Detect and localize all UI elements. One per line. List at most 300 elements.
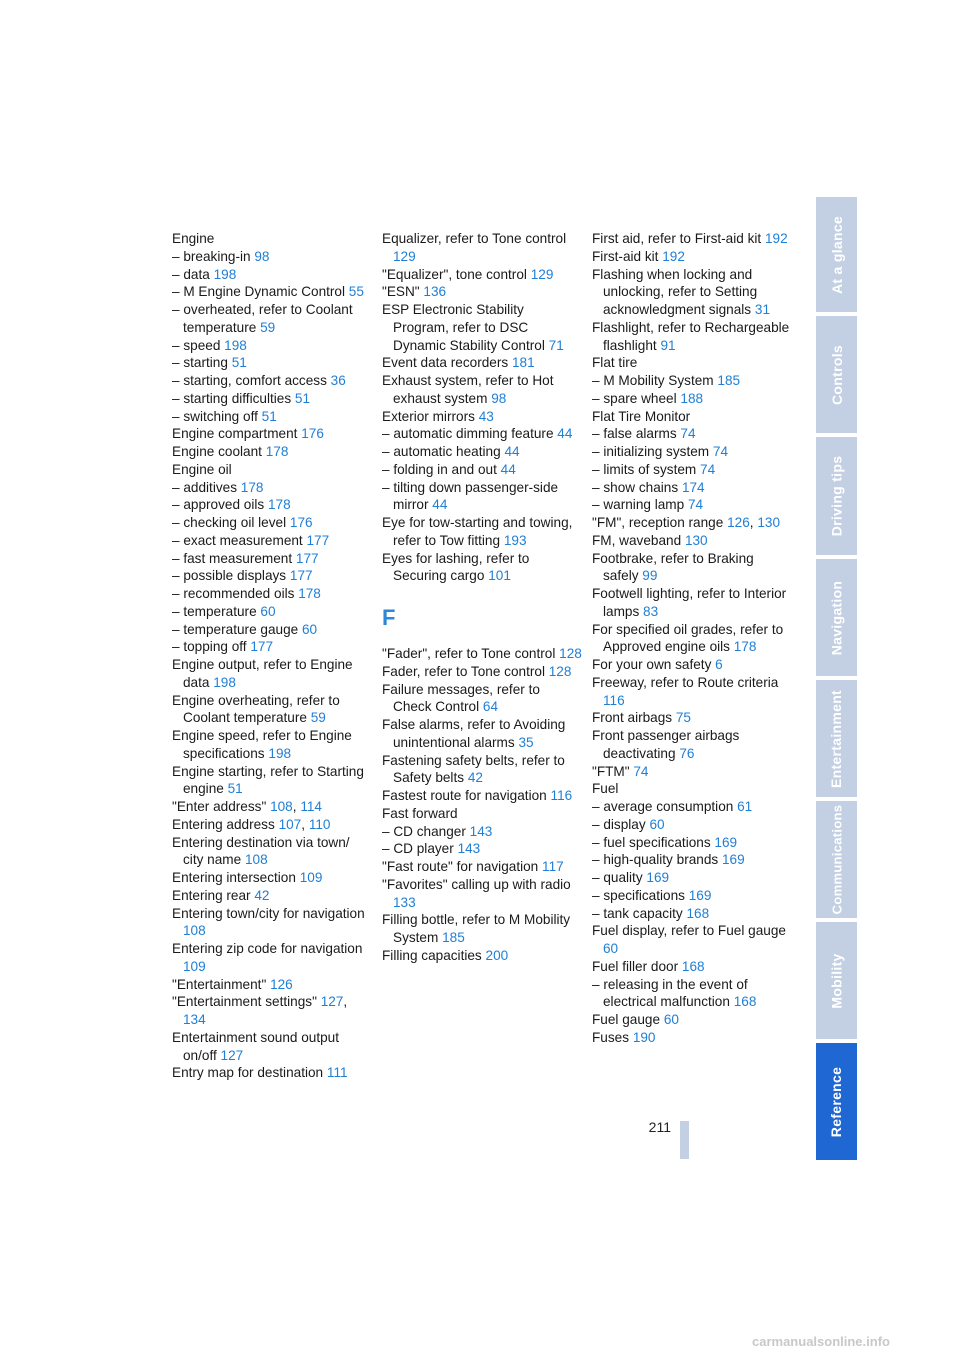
entry-text: – temperature gauge [172,621,299,637]
index-entry [382,514,582,550]
index-group-f [382,645,582,965]
page-ref-link[interactable]: 98 [254,248,270,264]
page-ref-link[interactable]: 181 [511,355,535,371]
index-entry [382,550,582,586]
page-ref-link[interactable]: 36 [330,373,346,388]
index-column-1 [172,230,372,1082]
page-ref-link[interactable]: 108 [244,852,268,868]
page-ref-link[interactable]: 192 [662,248,685,264]
page-ref-link[interactable]: 59 [260,319,276,335]
entry-text: For specified oil grades, refer to Approved engine oils [592,621,784,655]
index-entry [592,461,792,479]
entry-text: – recommended oils [172,586,295,601]
index-entry [382,840,582,858]
entry-text: – M Engine Dynamic Control [172,284,346,300]
index-entry [382,858,582,876]
index-entry [172,940,372,976]
entry-text: – checking oil level [172,515,287,530]
index-entry [592,408,792,426]
entry-text: "Favorites" calling up with radio [382,876,571,892]
index-entry [592,887,792,905]
page-ref-link[interactable]: 108 [183,923,206,939]
entry-text: – M Mobility System [592,373,714,388]
page-ref-link[interactable]: 42 [254,887,270,903]
tab-mobility[interactable]: Mobility [816,922,857,1039]
index-entry [172,603,372,621]
page-ref-link[interactable]: 101 [488,568,511,584]
page-ref-link[interactable]: 74 [633,763,649,779]
entry-text: Freeway, refer to Route criteria [592,674,779,690]
entry-text: First-aid kit [592,248,659,264]
entry-text: – exact measurement [172,532,303,548]
entry-text: – approved oils [172,497,265,513]
entry-text: – folding in and out [382,461,497,477]
index-entry [382,230,582,266]
watermark: carmanualsonline.info [752,1334,890,1349]
entry-text: Flat Tire Monitor [592,408,691,424]
page-ref-link[interactable]: 188 [680,390,704,406]
entry-text: – automatic dimming feature [382,426,554,442]
page-ref-link[interactable]: 60 [663,1012,679,1027]
index-entry [592,1011,792,1029]
page-ref-link[interactable]: 198 [213,674,236,690]
entry-text: Fuel [592,781,619,797]
entry-text: ESP Electronic Stability Program, refer to DSC Dynamic Stability Control [382,302,545,353]
entry-text: "FTM" [592,763,630,779]
entry-text: Engine starting, refer to Starting engine [172,763,364,797]
page-ref-link[interactable]: 198 [213,266,237,282]
index-entry [592,869,792,887]
entry-text: Entering rear [172,887,251,903]
page-ref-link[interactable]: 76 [679,745,695,761]
entry-text: – starting, comfort access [172,373,327,388]
entry-text: – show chains [592,479,679,495]
page-ref-link[interactable]: 6 [715,657,723,672]
page-ref-link[interactable]: 185 [442,930,465,945]
page-ref-link[interactable]: 116 [550,788,573,803]
entry-text: "ESN" [382,284,420,300]
index-entry [382,443,582,461]
page-ref-link[interactable]: 44 [557,426,573,442]
page-ref-link[interactable]: 185 [717,373,741,388]
index-entry [172,550,372,568]
index-entry [592,425,792,443]
page-ref-link[interactable]: 111 [326,1065,348,1081]
page-ref-link[interactable]: 168 [686,905,710,921]
index-entry [592,656,792,674]
page-ref-link[interactable]: 109 [299,870,323,885]
entry-text: For your own safety [592,657,712,672]
entry-text: Event data recorders [382,355,509,371]
index-entry [382,947,582,965]
page-ref-link[interactable]: 60 [603,941,619,956]
entry-text: Fuel gauge [592,1012,661,1027]
index-entry [592,443,792,461]
page-ref-link[interactable]: 42 [467,770,483,786]
index-entry [592,230,792,248]
page-ref-link[interactable]: 178 [240,479,264,495]
index-entry [382,372,582,408]
index-entry [592,372,792,390]
index-entry [172,621,372,639]
entry-text: – releasing in the event of electrical malfunction [592,976,748,1010]
entry-text: – fuel specifications [592,834,711,850]
entry-text: – switching off [172,408,258,424]
page-ref-link[interactable]: 109 [183,958,206,974]
index-entry [172,230,372,248]
entry-text: Entering address [172,816,275,832]
index-entry [592,354,792,372]
entry-text: – CD player [382,841,454,857]
entry-text: – average consumption [592,799,734,814]
index-entry [172,1029,372,1065]
entry-text: Filling bottle, refer to M Mobility System [382,912,571,945]
index-entry [382,408,582,426]
entry-text: Entering town/city for navigation [172,905,365,921]
page-ref-link[interactable]: 200 [485,947,509,963]
page-ref-link[interactable]: 178 [265,444,289,459]
entry-text: – warning lamp [592,497,685,513]
page-ref-link[interactable]: 169 [646,870,670,885]
index-entry [382,876,582,912]
page-ref-link[interactable]: 177 [250,639,274,655]
index-entry [592,922,792,958]
page-ref-link[interactable]: 176 [289,515,313,530]
index-entry [172,479,372,497]
page-ref-link[interactable]: 168 [681,958,705,974]
index-entry [172,443,372,461]
entry-text: Footbrake, refer to Braking safely [592,550,754,584]
index-entry [172,496,372,514]
entry-text: – specifications [592,887,685,903]
page-ref-link[interactable]: 64 [482,699,499,715]
index-entry [172,692,372,728]
page-ref-link[interactable]: 31 [754,302,771,317]
index-entry: Entering address 107, 110 [172,816,331,832]
tab-communications[interactable]: Communications [816,801,857,918]
index-entry [172,834,372,870]
index-entry [382,663,582,681]
entry-text: Engine compartment [172,426,298,442]
entry-text: Fuel filler door [592,958,679,974]
index-entry [172,425,372,443]
index-entry [172,266,372,284]
entry-text: – starting [172,355,228,371]
tab-reference[interactable]: Reference [816,1043,857,1160]
index-entry [172,887,372,905]
page-ref-link[interactable]: 43 [478,408,494,424]
index-entry [172,1064,372,1082]
index-entry [172,337,372,355]
page-ref-link[interactable]: 128 [559,646,582,661]
index-entry [172,567,372,585]
page-ref-link[interactable]: 59 [310,710,326,726]
entry-text: Engine speed, refer to Engine specifications [172,728,352,761]
page-ref-link[interactable]: 178 [298,586,321,601]
entry-text: – topping off [172,639,247,655]
page-ref-link[interactable]: 74 [687,497,704,513]
section-letter: F [382,605,396,630]
page-ref-link[interactable]: 193 [503,532,527,548]
entry-text: Fuses [592,1029,630,1045]
page-ref-link[interactable]: 128 [548,663,572,679]
entry-text: – automatic heating [382,444,501,459]
index-entry [382,266,582,284]
index-entry [172,248,372,266]
page-ref-link[interactable]: 143 [469,823,493,839]
tab-driving-tips[interactable]: Driving tips [816,437,857,555]
page-ref-link[interactable]: 55 [348,284,364,300]
entry-text: – data [172,266,210,282]
entry-text: Fastening safety belts, refer to Safety belts [382,752,565,786]
page-ref-link[interactable]: 74 [712,444,729,459]
page-ref-link[interactable]: 117 [542,859,564,874]
entry-text: Exterior mirrors [382,408,475,424]
entry-text: Engine [172,231,215,246]
index-entry [172,905,372,941]
index-entry [382,645,582,663]
entry-text: – temperature [172,603,257,619]
entry-text: Footwell lighting, refer to Interior lamps [592,586,787,619]
index-entry [592,248,792,266]
index-entry [172,514,372,532]
index-entry [592,390,792,408]
page-ref-link[interactable]: 51 [261,408,277,424]
page-ref-link[interactable]: 169 [714,834,738,850]
page-ref-link[interactable]: 74 [700,461,716,477]
index-entry [592,851,792,869]
index-entry [382,823,582,841]
page-ref-link[interactable]: 177 [295,550,319,566]
entry-text: – possible displays [172,568,287,584]
index-entry [172,283,372,301]
entry-text: Entering zip code for navigation [172,941,363,956]
index-entry [382,752,582,788]
page-ref-link[interactable]: 75 [675,710,691,726]
index-entry [592,905,792,923]
index-entry [172,372,372,390]
entry-text: – limits of system [592,461,697,477]
entry-text: – tank capacity [592,905,683,921]
page-ref-link[interactable]: 126 [270,976,293,992]
entry-text: Engine coolant [172,444,262,459]
page-ref-link[interactable]: 51 [294,390,311,406]
entry-text: "Fader", refer to Tone control [382,646,556,661]
index-entry [592,958,792,976]
index-entry [592,834,792,852]
page-ref-link[interactable]: 60 [649,816,665,832]
entry-text: Equalizer, refer to Tone control [382,231,567,246]
page-ref-link[interactable]: 108 [270,799,293,814]
entry-text: Eye for tow-starting and towing, refer to Tow fitting [382,515,573,548]
tab-entertainment[interactable]: Entertainment [816,680,857,797]
page-ref-link[interactable]: 133 [393,894,416,910]
page-ref-link[interactable]: 51 [227,781,243,797]
page-ref-link[interactable]: 74 [680,426,696,442]
entry-text: Engine output, refer to Engine data [172,657,353,690]
page-ref-link[interactable]: 60 [260,603,276,619]
page-ref-link[interactable]: 60 [302,621,318,637]
page-ref-link[interactable]: 174 [681,479,705,495]
index-entry: "FM", reception range 126, 130 [592,515,781,530]
index-entry [592,319,792,355]
entry-text: Exhaust system, refer to Hot exhaust system [382,373,554,406]
entry-text: Entering intersection [172,870,296,885]
page-ref-link[interactable]: 130 [757,515,781,530]
entry-text: – high-quality brands [592,852,719,868]
entry-text: – starting difficulties [172,390,292,406]
page-ref-link[interactable]: 177 [306,532,330,548]
index-entry: "Entertainment settings" 127, 134 [172,994,348,1027]
entry-text: – display [592,816,646,832]
index-entry [592,674,792,710]
index-entry [382,805,582,823]
page-ref-link[interactable]: 134 [183,1012,206,1027]
page-ref-link[interactable]: 177 [289,568,313,584]
entry-text: First aid, refer to First-aid kit [592,231,762,246]
index-entry [592,1029,792,1047]
tab-at-a-glance[interactable]: At a glance [816,197,857,312]
entry-text: False alarms, refer to Avoiding unintentional alarms [382,717,566,750]
page-ref-link[interactable]: 190 [632,1029,656,1045]
entry-text: Fader, refer to Tone control [382,663,545,679]
index-group-e [382,230,582,585]
index-column-2 [382,230,582,965]
page-ref-link[interactable]: 110 [308,816,331,832]
page-ref-link[interactable]: 127 [220,1047,244,1063]
page-ref-link[interactable]: 35 [518,734,534,750]
index-entry [382,425,582,443]
index-entry [172,638,372,656]
page-ref-link[interactable]: 61 [737,799,753,814]
entry-text: – tilting down passenger-side mirror [382,479,559,513]
index-entry [592,780,792,798]
page-ref-link[interactable]: 169 [688,887,712,903]
page-ref-link[interactable]: 168 [733,994,757,1010]
entry-text: – quality [592,870,643,885]
entry-text: Flashlight, refer to Rechargeable flashlight [592,319,790,353]
index-entry [592,709,792,727]
page-ref-link[interactable]: 126 [727,515,750,530]
entry-text: FM, waveband [592,532,682,548]
entry-text: Fuel display, refer to Fuel gauge [592,923,786,939]
page-ref-link[interactable]: 178 [733,639,757,655]
index-entry [382,681,582,717]
page-ref-link[interactable]: 129 [530,266,554,282]
tab-controls[interactable]: Controls [816,316,857,433]
entry-text: Fast forward [382,805,458,821]
index-entry [172,763,372,799]
entry-text: Entry map for destination [172,1065,324,1081]
page-ref-link[interactable]: 198 [224,337,247,353]
entry-text: – speed [172,337,221,353]
entry-text: Entertainment sound output on/off [172,1029,340,1063]
entry-text: – fast measurement [172,550,293,566]
page-ref-link[interactable]: 127 [320,994,344,1010]
page-ref-link[interactable]: 51 [231,355,247,371]
index-entry [592,479,792,497]
tab-navigation[interactable]: Navigation [816,559,857,676]
index-entry [382,301,582,354]
page-ref-link[interactable]: 198 [268,745,292,761]
index-entry [172,301,372,337]
index-entry [592,976,792,1012]
page-ref-link[interactable]: 178 [267,497,291,513]
index-entry [172,354,372,372]
index-entry [382,787,582,805]
entry-text: – spare wheel [592,390,677,406]
page-ref-link[interactable]: 44 [500,461,516,477]
index-entry [382,461,582,479]
index-entry [172,390,372,408]
index-entry [382,354,582,372]
page-ref-link[interactable]: 44 [504,444,520,459]
entry-text: – false alarms [592,426,677,442]
entry-text: "Entertainment settings" [172,994,317,1010]
index-entry [172,869,372,887]
page-ref-link[interactable]: 129 [393,248,416,264]
page-ref-link[interactable]: 176 [301,426,324,442]
entry-text: "Enter address" [172,799,267,814]
entry-text: Eyes for lashing, refer to Securing cargo [382,550,530,584]
index-entry: "Enter address" 108, 114 [172,799,322,814]
page-ref-link[interactable]: 91 [660,337,676,353]
page-ref-link[interactable]: 98 [491,390,507,406]
index-entry [592,585,792,621]
page-ref-link[interactable]: 143 [457,841,481,857]
page-ref-link[interactable]: 44 [432,497,448,513]
index-entry [592,816,792,834]
index-entry [592,532,792,550]
entry-text: Front passenger airbags deactivating [592,728,740,761]
entry-text: – initializing system [592,444,710,459]
page-ref-link[interactable]: 99 [642,568,658,584]
entry-text: – additives [172,479,237,495]
entry-text: – overheated, refer to Coolant temperature [172,302,353,335]
page-ref-link[interactable]: 192 [764,231,788,246]
entry-text: "Equalizer", tone control [382,266,527,282]
entry-text: Failure messages, refer to Check Control [382,681,540,715]
index-entry [382,479,582,515]
page-number: 211 [648,1119,671,1135]
page-ref-link[interactable]: 83 [643,603,659,619]
entry-text: Flat tire [592,355,638,371]
index-entry [172,532,372,550]
index-entry [592,621,792,657]
entry-text: "Fast route" for navigation [382,859,539,874]
page-ref-link[interactable]: 71 [548,337,564,353]
entry-text: "Entertainment" [172,976,267,992]
index-entry [592,550,792,586]
index-entry [172,408,372,426]
page-ref-link[interactable]: 116 [603,692,625,708]
entry-text: Engine oil [172,461,232,477]
page-ref-link[interactable]: 136 [423,284,447,300]
page-ref-link[interactable]: 107 [278,816,302,832]
entry-text: – CD changer [382,823,466,839]
page-ref-link[interactable]: 114 [300,799,322,814]
chapter-tabs [816,197,857,1160]
index-entry [382,911,582,947]
entry-text: Filling capacities [382,947,482,963]
page-ref-link[interactable]: 130 [684,532,708,548]
entry-text: Front airbags [592,710,673,726]
index-entry [172,585,372,603]
page-ref-link[interactable]: 169 [721,852,745,868]
index-entry [592,266,792,319]
index-entry [592,763,792,781]
index-entry [172,461,372,479]
